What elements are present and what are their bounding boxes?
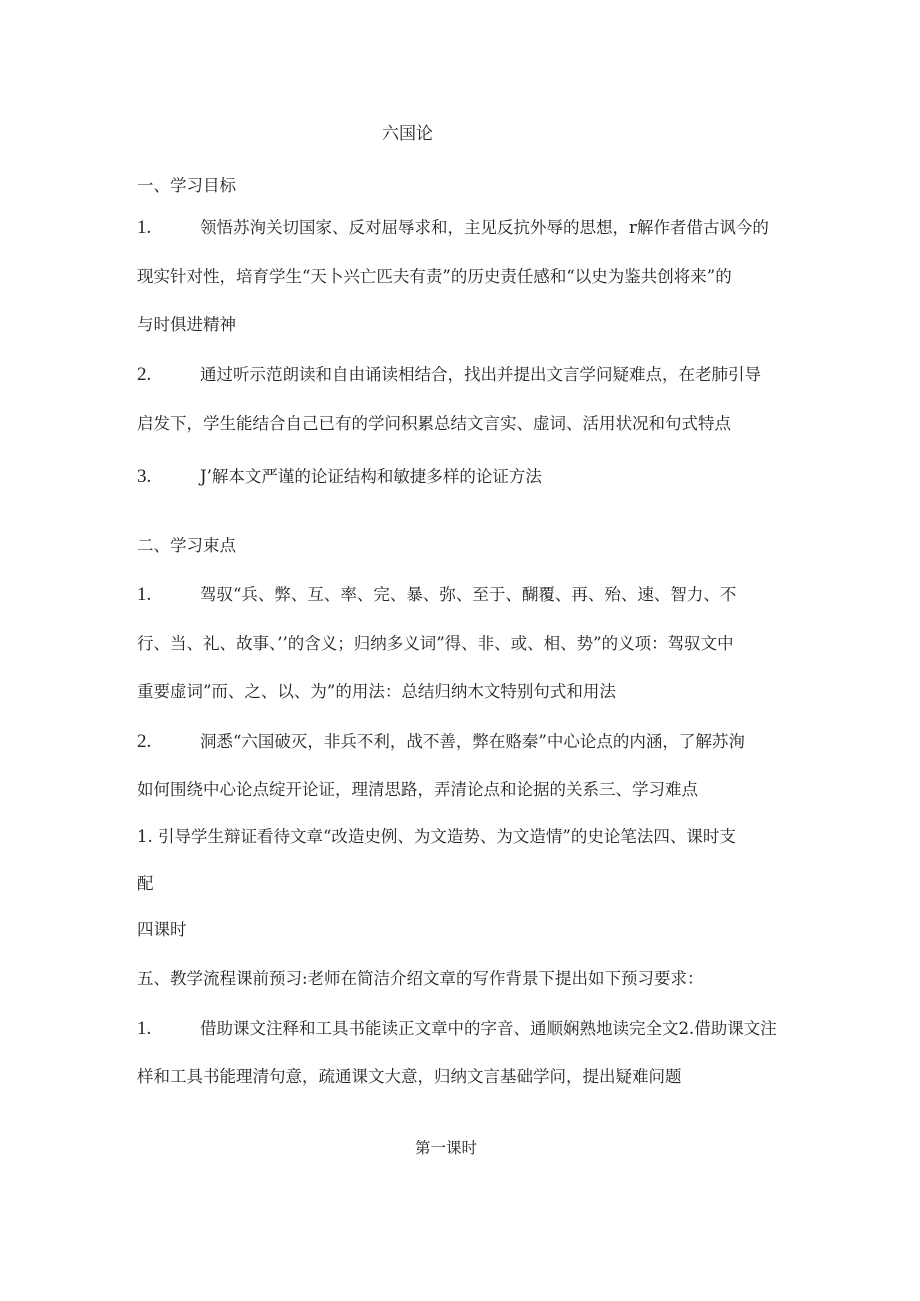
paragraph-line: 启发下，学生能结合自己已有的学问积累总结文言实、虚词、活用状况和句式特点	[137, 414, 731, 433]
item-number: 2.	[137, 731, 152, 752]
paragraph-line: 与时俱进精神	[137, 315, 236, 334]
item-number: 1.	[137, 217, 152, 238]
paragraph-line: 重要虚词”而、之、以、为”的用法：总结归纳木文特别句式和用法	[137, 682, 616, 701]
item-number: 1.	[137, 1018, 152, 1039]
paragraph-line: J’解本文严谨的论证结构和敏捷多样的论证方法	[200, 467, 542, 486]
paragraph-line: 样和工具书能理清句意，疏通课文大意，归纳文言基础学问，提出疑难问题	[137, 1067, 682, 1086]
section-heading-goals: 一、学习目标	[137, 176, 236, 195]
paragraph-line: 借助课文注释和工具书能读正文章中的字音、通顺娴熟地读完全文2.借助课文注	[200, 1019, 777, 1038]
item-number: 1.	[137, 584, 152, 605]
paragraph-line: 如何围绕中心论点绽开论证，理清思路，弄清论点和论据的关系三、学习难点	[137, 780, 698, 799]
item-number: 3.	[137, 466, 152, 487]
paragraph-line: 领悟苏洵关切国家、反对屈辱求和，主见反抗外辱的思想，r解作者借古讽今的	[200, 218, 769, 237]
paragraph-line: 现实针对性，培育学生“天卜兴亡匹夫有责”的历史责任感和“以史为鉴共创将来”的	[137, 267, 732, 286]
paragraph-line: 行、当、礼、故事、’’的含义；归纳多义词”得、非、或、相、势”的义项：驾驭文中	[137, 634, 734, 653]
lesson-subtitle: 第一课时	[415, 1139, 478, 1157]
paragraph-line: 配	[137, 874, 154, 893]
paragraph-line: 1. 引导学生辩证看待文章“改造史例、为文造势、为文造情”的史论笔法四、课时支	[137, 827, 736, 846]
section-heading-key-points: 二、学习束点	[137, 536, 236, 555]
page-title: 六国论	[382, 124, 433, 144]
item-number: 2.	[137, 364, 152, 385]
paragraph-line: 四课时	[137, 920, 187, 939]
paragraph-line: 五、教学流程课前预习:老师在简洁介绍文章的写作背景下提出如下预习要求：	[137, 969, 704, 988]
paragraph-line: 通过听示范朗读和自由诵读相结合，找出并提出文言学问疑难点，在老肺引导	[200, 365, 761, 384]
paragraph-line: 驾驭“兵、弊、互、率、完、暴、弥、至于、醐覆、再、殆、速、智力、不	[200, 585, 737, 604]
paragraph-line: 洞悉“六国破灭，非兵不利，战不善，弊在赂秦”中心论点的内涵，了解苏洵	[200, 732, 745, 751]
